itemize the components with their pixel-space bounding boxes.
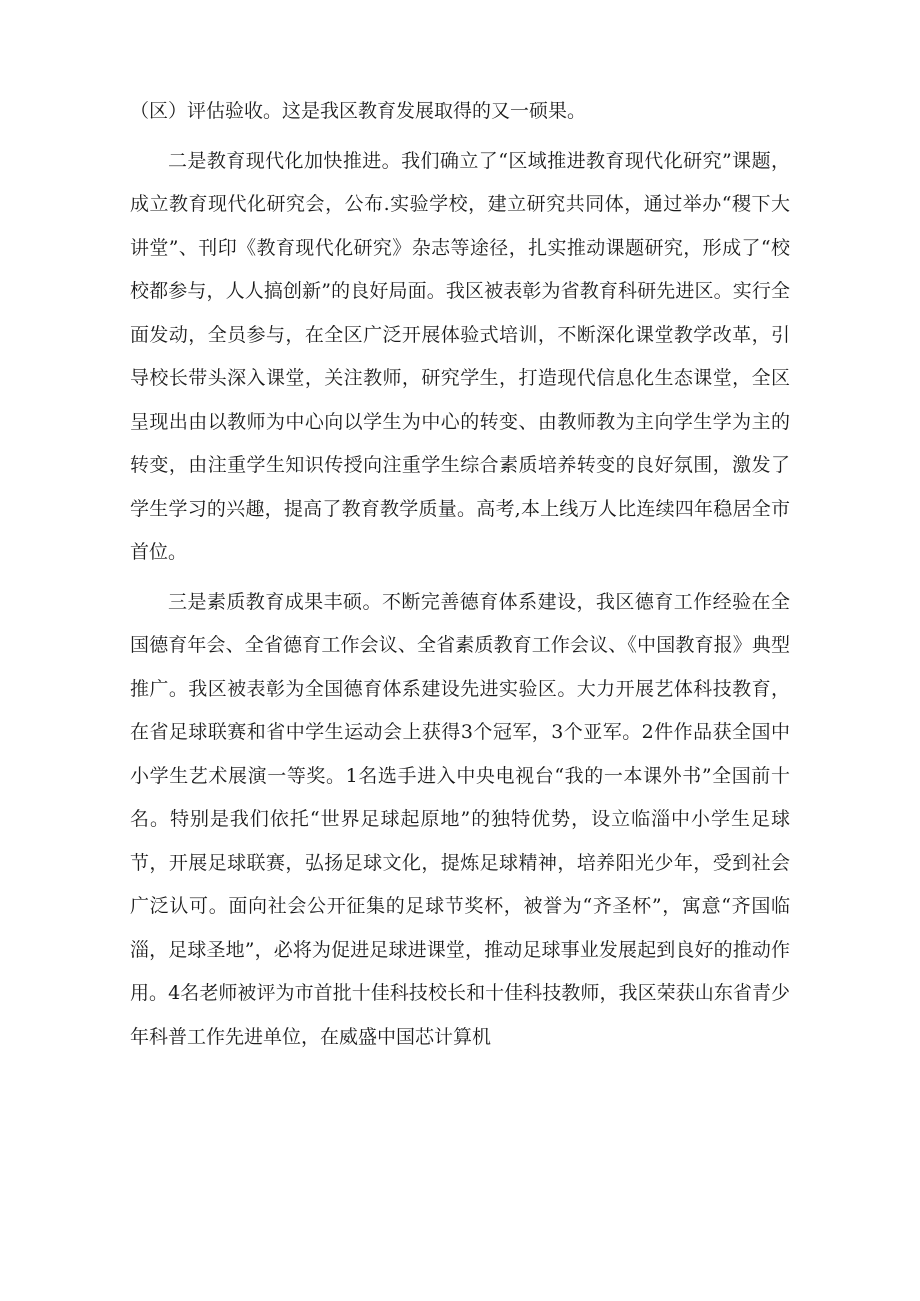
paragraph-education-modernization: 二是教育现代化加快推进。我们确立了“区域推进教育现代化研究”课题，成立教育现代化研究会，公布.实验学校，建立研究共同体，通过举办“稷下大讲堂”、刊印《教育现代化研究》杂志等途径，扎实推动课题研究，形成了“校校都参与，人人搞创新”的良好局面。我区被表彰为省教育科研先进区。实行全面发动，全员参与，在全区广泛开展体验式培训，不断深化课堂教学改革，引导校长带头深入课堂，关注教师，研究学生，打造现代信息化生态课堂，全区呈现出由以教师为中心向以学生为中心的转变、由教师教为主向学生学为主的转变，由注重学生知识传授向注重学生综合素质培养转变的良好氛围，激发了学生学习的兴趣，提高了教育教学质量。高考,本上线万人比连续四年稳居全市首位。 bbox=[130, 149, 790, 563]
paragraph-quality-education: 三是素质教育成果丰硕。不断完善德育体系建设，我区德育工作经验在全国德育年会、全省德育工作会议、全省素质教育工作会议、《中国教育报》典型推广。我区被表彰为全国德育体系建设先进实验区。大力开展艺体科技教育，在省足球联赛和省中学生运动会上获得3个冠军，3个亚军。2件作品获全国中小学生艺术展演一等奖。1名选手进入中央电视台“我的一本课外书”全国前十名。特别是我们依托“世界足球起原地”的独特优势，设立临淄中小学生足球节，开展足球联赛，弘扬足球文化，提炼足球精神，培养阳光少年，受到社会广泛认可。面向社会公开征集的足球节奖杯，被誉为“齐圣杯”，寓意“齐国临淄，足球圣地”，必将为促进足球进课堂，推动足球事业发展起到良好的推动作用。4名老师被评为市首批十佳科技校长和十佳科技教师，我区荣获山东省青少年科普工作先进单位，在威盛中国芯计算机 bbox=[130, 590, 790, 1048]
document-body bbox=[130, 90, 790, 1059]
paragraph-continuation: （区）评估验收。这是我区教育发展取得的又一硕果。 bbox=[130, 100, 587, 122]
